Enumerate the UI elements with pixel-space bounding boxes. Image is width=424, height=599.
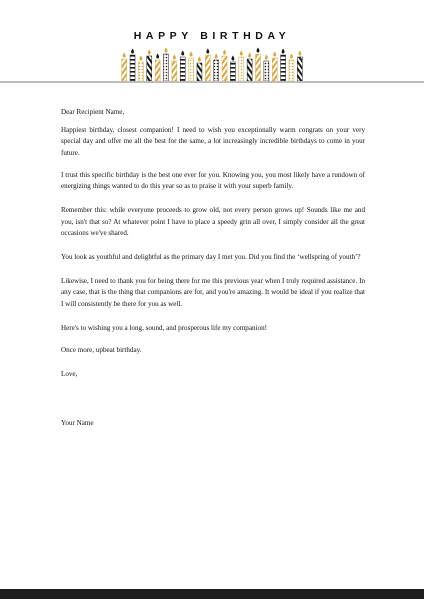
candle-icon xyxy=(205,55,210,81)
flame-icon xyxy=(282,49,285,54)
signature: Your Name xyxy=(61,419,94,428)
candle-icon xyxy=(130,55,135,81)
candle-icon xyxy=(138,62,143,81)
candle-icon xyxy=(189,58,194,81)
header-title: HAPPY BIRTHDAY xyxy=(133,30,291,42)
birthday-candles-icon xyxy=(120,47,304,81)
flame-icon xyxy=(231,56,234,61)
flame-icon xyxy=(165,48,168,53)
flame-icon xyxy=(248,53,251,58)
candle-icon xyxy=(197,63,202,81)
flame-icon xyxy=(290,54,293,59)
header-rule xyxy=(0,81,424,83)
candle-icon xyxy=(147,56,152,81)
greeting: Dear Recipient Name, xyxy=(61,108,125,116)
candle-icon xyxy=(172,61,177,81)
flame-icon xyxy=(206,49,209,54)
flame-icon xyxy=(156,54,159,59)
flame-icon xyxy=(240,51,243,56)
candle-icon xyxy=(122,59,127,81)
letter-header xyxy=(0,0,424,84)
paragraph: I trust this specific birthday is the best one ever for you. Knowing you, you most likely have a rundown of energizing things wanted to do this year so as to praise it with your superb family. xyxy=(61,170,365,191)
flame-icon xyxy=(190,52,193,57)
candle-icon xyxy=(272,58,277,81)
paragraph: Likewise, I need to thank you for being there for me this previous year when I truly required assistance. In any case, that is the thing that companions are for, and you're amazing. It would be ideal if you realize that I will consistently be there for you as well. xyxy=(61,277,365,308)
candle-icon xyxy=(222,56,227,81)
candle-icon xyxy=(214,60,219,81)
paragraph: Here's to wishing you a long, sound, and prosperous life my companion! xyxy=(61,323,267,332)
flame-icon xyxy=(198,57,201,62)
candle-icon xyxy=(247,59,252,81)
paragraph: Happiest birthday, closest companion! I need to wish you exceptionally warm congrats on your very special day and offer me all the best for the same, a lot increasingly incredible birthdays to come in your future. xyxy=(61,126,365,157)
candle-icon xyxy=(164,54,169,81)
paragraph: You look as youthful and delightful as the primary day I met you. Did you find the ‘wellspring of youth’? xyxy=(61,253,361,262)
candle-icon xyxy=(281,55,286,81)
candle-icon xyxy=(180,57,185,81)
flame-icon xyxy=(148,50,151,55)
closing-line: Once more, upbeat birthday. xyxy=(61,345,142,354)
candle-icon xyxy=(264,61,269,81)
letter-body xyxy=(61,107,365,430)
candle-icon xyxy=(230,62,235,81)
paragraph: Remember this: while everyone proceeds to grow old, not every person grows up! Sounds like me and you, isn't that so? At whatever point I have to place a speedy grin all over, I simply consider all the great occasions we've shared. xyxy=(61,206,365,238)
flame-icon xyxy=(131,49,134,54)
candle-icon xyxy=(155,60,160,81)
signoff: Love, xyxy=(61,369,78,378)
flame-icon xyxy=(215,54,218,59)
flame-icon xyxy=(181,51,184,56)
flame-icon xyxy=(273,52,276,57)
candle-icon xyxy=(239,57,244,81)
flame-icon xyxy=(123,53,126,58)
flame-icon xyxy=(139,56,142,61)
candle-icon xyxy=(289,60,294,81)
footer-bar xyxy=(0,589,424,599)
flame-icon xyxy=(173,55,176,60)
flame-icon xyxy=(223,50,226,55)
flame-icon xyxy=(298,51,301,56)
flame-icon xyxy=(257,48,260,53)
candle-icon xyxy=(297,57,302,81)
flame-icon xyxy=(265,55,268,60)
candle-icon xyxy=(256,54,261,81)
